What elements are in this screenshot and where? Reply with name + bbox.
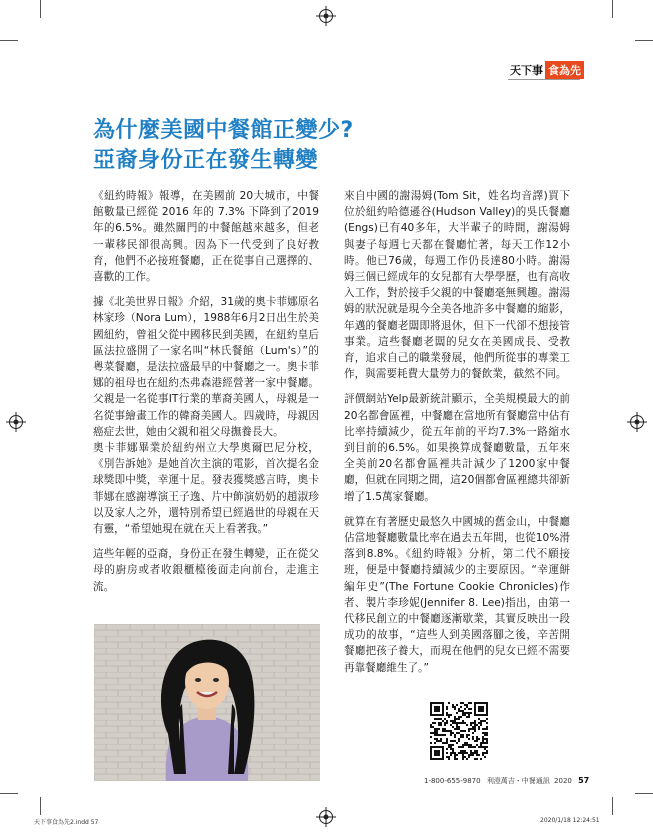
- headline-line-2: 亞裔身份正在發生轉變: [93, 148, 319, 173]
- portrait-photo: [94, 624, 320, 781]
- headline-line-1: 為什麼美國中餐館正變少?: [93, 118, 354, 143]
- print-slug-file: 天下事食為先2.indd 57: [34, 819, 99, 826]
- print-slug-timestamp: 2020/1/18 12:24:51: [540, 817, 600, 824]
- crop-mark: [612, 0, 613, 18]
- registration-mark-right: [630, 415, 644, 429]
- registration-mark-bottom: [319, 810, 333, 824]
- article-column-right: [344, 188, 570, 685]
- paragraph: 評價網站Yelp最新統計顯示，全美規模最大的前20名都會區裡，中餐廳在當地所有餐廳當中佔有比率持續減少，從五年前的平均7.3%一路縮水到目前的6.5%。如果換算成餐廳數量，五年來全美前20名都會區裡共計減少了1200家中餐廳，但就在同期之間，這20個都會區裡總共卻新增了1.5萬家餐廳。: [344, 393, 570, 503]
- footer-year: 2020: [554, 777, 572, 785]
- article-headline: [93, 116, 453, 176]
- section-label: 天下事: [510, 64, 543, 77]
- page-footer: [424, 776, 589, 786]
- qr-code: [430, 702, 488, 760]
- paragraph: 《紐約時報》報導，在美國前 20大城市，中餐館數量已經從 2016 年的 7.3% 下降到了2019 年的6.5%。雖然關門的中餐館越來越多，但老一輩移民卻很高興。因為下一代受到了良好教育，他們不必接班餐廳，正在從事自己選擇的、喜歡的工作。: [93, 190, 319, 284]
- page-number: 57: [578, 776, 590, 785]
- crop-mark: [0, 793, 18, 794]
- crop-mark: [40, 797, 41, 815]
- crop-mark: [635, 40, 653, 41]
- section-divider: [508, 79, 580, 80]
- footer-phone: 1-800-655-9870: [424, 777, 481, 785]
- section-accent-label: 食為先: [545, 61, 584, 79]
- crop-mark: [40, 0, 41, 18]
- crop-mark: [635, 793, 653, 794]
- section-tag: [510, 61, 584, 79]
- portrait-illustration: [94, 624, 320, 781]
- paragraph: 據《北美世界日報》介紹，31歲的奧卡菲娜原名林家珍（Nora Lum），1988年6月2日出生於美國紐約，曾祖父從中國移民到美國，在紐約皇后區法拉盛開了一家名叫“林氏餐館（Lum's）”的粵菜餐廳，是法拉盛最早的中餐廳之一。奧卡菲娜的祖母也在紐約杰弗森港經營著一家中餐廳。父親是一名從事IT行業的華裔美國人，母親是一名從事繪畫工作的韓裔美國人。四歲時，母親因癌症去世，她由父親和祖父母撫養長大。: [93, 296, 319, 438]
- footer-publication: 利澄萬吉・中餐通訊: [486, 777, 550, 785]
- paragraph: 奧卡菲娜畢業於紐約州立大學奧爾巴尼分校，《別告訴她》是她首次主演的電影，首次提名金球獎即中獎，幸運十足。發表獲獎感言時，奧卡菲娜在感謝導演王子逸、片中飾演奶奶的趙淑珍以及家人之外，還特別希望已經過世的母親在天有靈，“希望她現在就在天上看著我。”: [93, 442, 319, 536]
- paragraph: 來自中國的謝湯姆(Tom Sit，姓名均音譯)買下位於紐約哈德遜谷(Hudson Valley)的吳氏餐廳(Engs)已有40多年，大半輩子的時間，謝湯姆與妻子每週七天都在餐廳忙著，每天工作12小時。他已76歲，每週工作仍長達80小時。謝湯姆三個已經成年的女兒都有大學學歷，也有高收入工作，對於接手父親的中餐廳毫無興趣。謝湯姆的狀況就是現今全美各地許多中餐廳的縮影，年邁的餐廳老闆即將退休，但下一代卻不想接管事業。這些餐廳老闆的兒女在美國成長、受教育，追求自己的職業發展，他們所從事的專業工作，與需要耗費大量勞力的餐飲業，截然不同。: [344, 190, 570, 381]
- crop-mark: [612, 797, 613, 815]
- paragraph: 就算在有著歷史最悠久中國城的舊金山，中餐廳佔當地餐廳數量比率在過去五年間，也從10%滑落到8.8%。《紐約時報》分析，第二代不願接班，便是中餐廳持續減少的主要原因。“幸運餅編年史”(The Fortune Cookie Chronicles)作者、製片李珍妮(Jennifer 8. Lee)指出，由第一代移民創立的中餐廳逐漸歇業，其實反映出一段成功的故事，“這些人到美國落腳之後，辛苦開餐廳把孩子養大，而現在他們的兒女已經不需要再靠餐廳維生了。”: [344, 515, 570, 674]
- crop-mark: [0, 40, 18, 41]
- registration-mark-top: [319, 9, 333, 23]
- registration-mark-left: [9, 415, 23, 429]
- article-column-left: [93, 188, 319, 604]
- paragraph: 這些年輕的亞裔，身份正在發生轉變，正在從父母的廚房或者收銀櫃檯後面走向前台，走進主流。: [93, 548, 319, 593]
